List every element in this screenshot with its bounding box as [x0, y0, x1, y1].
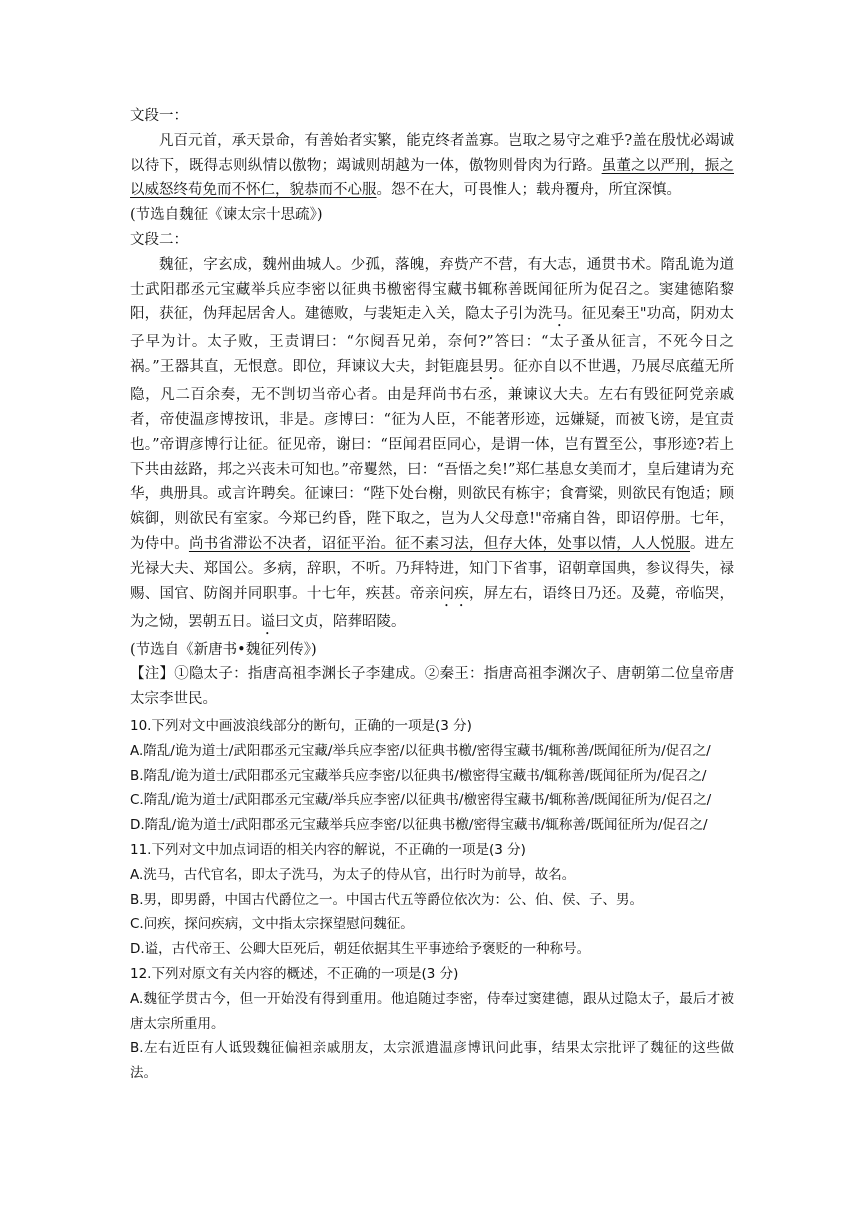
section1-source: (节选自魏征《谏太宗十思疏》): [130, 207, 323, 224]
question-10-option-a: A.隋乱/诡为道士/武阳郡丞元宝藏/举兵应李密/以征典书檄/密得宝藏书/辄称善/既闻征所为/促召之/: [130, 742, 711, 759]
question-12-option-b: B.左右近臣有人诋毁魏征偏袒亲戚朋友，太宗派遣温彦博讯问此事，结果太宗批评了魏征的这些做法。: [130, 1040, 734, 1082]
question-10-option-b: B.隋乱/诡为道士/武阳郡丞元宝藏举兵应李密/以征典书/檄密得宝藏书/辄称善/既闻征所为/促召之/: [130, 767, 707, 784]
dotted-word-wenji: 问疾: [439, 585, 469, 602]
section2-label: 文段二：: [130, 231, 188, 248]
question-10-stem: 10.下列对文中画波浪线部分的断句，正确的一项是(3 分): [130, 717, 472, 734]
question-11-option-a: A.洗马，古代官名，即太子洗马，为太子的侍从官，出行时为前导，故名。: [130, 866, 576, 883]
question-11-option-d: D.谥，古代帝王、公卿大臣死后，朝廷依据其生平事迹给予褒贬的一种称号。: [130, 941, 591, 958]
question-11-option-b: B.男，即男爵，中国古代爵位之一。中国古代五等爵位依次为：公、伯、侯、子、男。: [130, 891, 644, 908]
dotted-word-xima: 马: [552, 306, 568, 323]
question-11-option-c: C.问疾，探问疾病，文中指太宗探望慰问魏征。: [130, 916, 414, 933]
annotation-note: 【注】①隐太子：指唐高祖李渊长子李建成。②秦王：指唐高祖李渊次子、唐朝第二位皇帝唐太宗李世民。: [130, 666, 734, 708]
question-10-option-d: D.隋乱/诡为道士/武阳郡丞元宝藏举兵应李密/以征典书檄/密得宝藏书/辄称善/既闻征所为/促召之/: [130, 817, 708, 834]
question-11-stem: 11.下列对文中加点词语的相关内容的解说，不正确的一项是(3 分): [130, 841, 526, 858]
question-12-option-a: A.魏征学贯古今，但一开始没有得到重用。他追随过李密，侍奉过窦建德，跟从过隐太子，最后才被唐太宗所重用。: [130, 990, 734, 1032]
dotted-word-shi: 谥: [260, 613, 275, 630]
dotted-word-nan: 男: [483, 359, 499, 376]
section1-label: 文段一：: [130, 108, 188, 124]
question-10-option-c: C.隋乱/诡为道士/武阳郡丞元宝藏/举兵应李密/以征典书/檄密得宝藏书/辄称善/既闻征所为/促召之/: [130, 792, 712, 809]
underlined-sentence-1: 虽董之以严刑，振之以威怒终苟免而不怀仁，貌恭而不心服: [130, 157, 735, 199]
section2-paragraph: 魏征，字玄成，魏州曲城人。少孤，落魄，弃赀产不营，有大志，通贯书术。隋乱诡为道士武阳郡丞元宝藏举兵应李密以征典书檄密得宝藏书辄称善既闻征所为促召之。窦建德陷黎阳，获征，伪拜起居舍人。建德败，与裴矩走入关，隐太子引为洗马。征见秦王"功高，阴劝太子早为计。太子败，王责谓曰：“尔阋吾兄弟，奈何?”答曰：“太子蚤从征言，不死今日之祸。”王器其直，无恨意。即位，拜谏议大夫，封钜鹿县男。征亦自以不世遇，乃展尽底蕴无所隐，凡二百余奏，无不剀切当帝心者。由是拜尚书右丞，兼谏议大夫。左右有毁征阿党亲戚者，帝使温彦博按讯，非是。彦博曰：“征为人臣，不能著形迹，远嫌疑，而被飞谤，是宜责也。”帝谓彦博行让征。征见帝，谢曰：“臣闻君臣同心，是谓一体，岂有置至公，事形迹?若上下共由兹路，邦之兴丧未可知也。”帝矍然，曰：“吾悟之矣!”郑仁基息女美而才，皇后建请为充华，典册具。或言许聘矣。征谏曰：“陛下处台榭，则欲民有栋宇；食膏粱，则欲民有饱适；顾嫔御，则欲民有室家。今郑已约昏，陛下取之，岂为人父母意!"帝痛自咎，即诏停册。七年，为侍中。尚书省滞讼不决者，诏征平治。征不素习法，但存大体，处事以情，人人悦服。进左光禄大夫、郑国公。多病，辞职，不听。乃拜特进，知门下省事，诏朝章国典，参议得失，禄赐、国官、防阁并同职事。十七年，疾甚。帝亲问疾，屏左右，语终日乃还。及薨，帝临哭，为之恸，罢朝五日。谥曰文贞，陪葬昭陵。: [130, 256, 735, 630]
underlined-sentence-2: 尚书省滞讼不决者，诏征平治。征不素习法，但存大体，处事以情，人人悦服: [188, 535, 691, 552]
document-page: [130, 104, 734, 1086]
question-12-stem: 12.下列对原文有关内容的概述，不正确的一项是(3 分): [130, 965, 459, 982]
section2-source: (节选自《新唐书•魏征列传》): [130, 641, 317, 658]
wavy-line-passage: 隋乱诡为道士武阳郡丞元宝藏举兵应李密以征典书檄密得宝藏书辄称善既闻征所为促召之: [130, 256, 734, 298]
section1-paragraph: 凡百元首，承天景命，有善始者实繁，能克终者盖寡。岂取之易守之难乎?盖在殷忧必竭诚以待下，既得志则纵情以傲物；竭诚则胡越为一体，傲物则骨肉为行路。虽董之以严刑，振之以威怒终苟免而不怀仁，貌恭而不心服。怨不在大，可畏惟人；载舟覆舟，所宜深慎。: [130, 132, 735, 199]
